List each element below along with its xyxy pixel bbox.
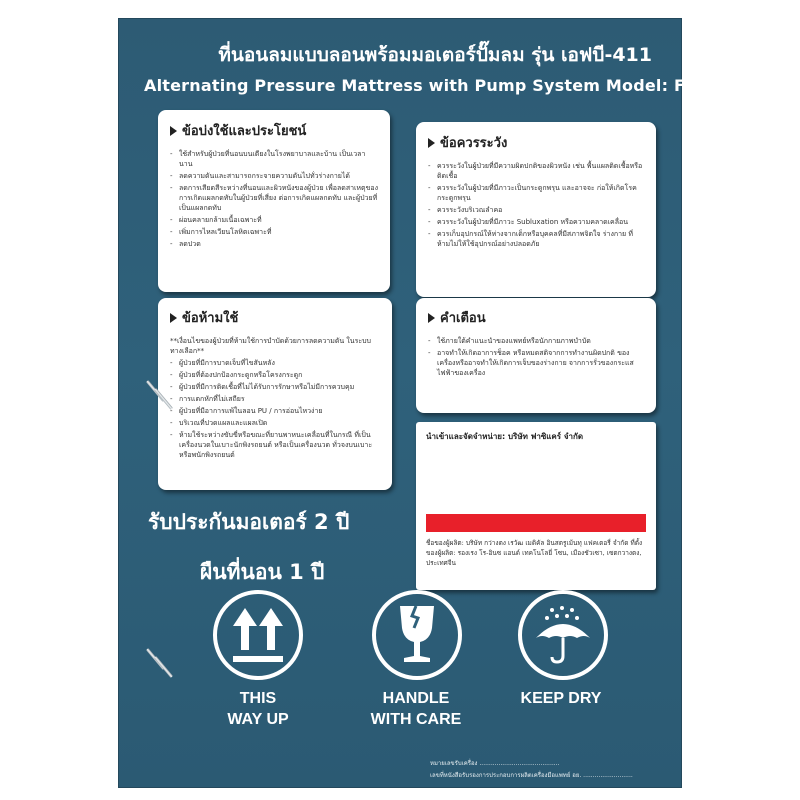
importer-card: [416, 422, 656, 590]
keep-dry-symbol: [518, 590, 608, 680]
triangle-bullet-icon: [428, 313, 435, 323]
warranty-mattress: ผืนที่นอน 1 ปี: [200, 560, 325, 584]
manufacturer-text: ชื่อของผู้ผลิต: บริษัท กว่างตง เรวัฒ เมดิคัล อินสตรูเม้นทุ แฟคเตอรี่ จำกัด ที่ตั้งของผู้ผลิต: รองเรง โร-อินซ แอนด์ เทคโนโลยี่ โซน, เมืองชัวเซา, เซตกวางตง, ประเทศจีน: [426, 539, 643, 567]
list-item: - ผ่อนคลายกล้ามเนื้อเฉพาะที่: [170, 215, 378, 225]
red-bar: [426, 514, 646, 532]
contraindication-card: [158, 298, 392, 490]
warranty-motor: รับประกันมอเตอร์ 2 ปี: [148, 510, 350, 534]
usage-list: [170, 149, 378, 249]
caution-card: [416, 122, 656, 297]
list-item: - ห้ามใช้ระหว่างขับขี่หรือขณะที่ยานพาหนะเคลื่อนที่ในกรณี ที่เป็นเครื่องนวดในเบาะนักพิงรถยนต์ หรือเป็นเครื่องนวด ทั่วจงบนเบาะหรือพนักพิงรถยนต์: [170, 430, 380, 460]
importer-label: นำเข้าและจัดจำหน่าย: บริษัท ฟาซิแคร์ จำกัด: [426, 432, 584, 441]
usage-heading: ข้อบ่งใช้และประโยชน์: [170, 120, 378, 141]
title-english: Alternating Pressure Mattress with Pump System Model: FB-411: [144, 76, 739, 95]
list-item: - ใช้ภายใต้คำแนะนำของแพทย์หรือนักกายภาพบำบัด: [428, 336, 644, 346]
fragile-glass-icon: [376, 594, 458, 676]
warning-list: [428, 336, 644, 378]
handle-with-care-symbol: [372, 590, 462, 680]
usage-card: [158, 110, 390, 292]
footer-license: เลขที่หนังสือรับรองการประกอบการผลิตเครื่องมือแพทย์ อย. ..........................: [430, 772, 633, 779]
triangle-bullet-icon: [170, 313, 177, 323]
keep-dry-label: KEEP DRY: [520, 690, 602, 707]
caution-heading: ข้อควรระวัง: [428, 132, 644, 153]
warning-card: [416, 298, 656, 413]
handle-with-care-label: HANDLE WITH CARE: [370, 690, 462, 728]
staple: [154, 656, 173, 678]
contraindication-heading: ข้อห้ามใช้: [170, 307, 380, 328]
list-item: - ผู้ป่วยที่มีอาการแพ้ในลอน PU / การอ่อนไหวง่าย: [170, 406, 380, 416]
list-item: - ลดปวด: [170, 239, 378, 249]
list-item: - ผู้ป่วยที่ต้องปกป้องกระดูกหรือโครงกระดูก: [170, 370, 380, 380]
umbrella-rain-icon: [522, 594, 604, 676]
caution-list: [428, 161, 644, 249]
list-item: - ควรระวังในผู้ป่วยที่มีภาวะเป็นกระดูกพรุน และอาจจะ ก่อให้เกิดโรคกระดูกพรุน: [428, 183, 644, 203]
warning-heading: คำเตือน: [428, 307, 644, 328]
contraindication-note: **เงื่อนไขของผู้ป่วยที่ห้ามใช้การบำบัดด้วยการลดความดัน ในระบบทางเลือก**: [170, 337, 371, 355]
list-item: - ควรระวังในผู้ป่วยที่มีความผิดปกติของผิวหนัง เช่น พื้นแผลติดเชื้อหรือติดเชื้อ: [428, 161, 644, 181]
list-item: - ควรระวังในผู้ป่วยที่มีภาวะ Subluxation หรือความคลาดเคลื่อน: [428, 217, 644, 227]
list-item: - ผู้ป่วยที่มีการติดเชื้อที่ไม่ได้รับการรักษาหรือไม่มีการควบคุม: [170, 382, 380, 392]
footer-serial: หมายเลขรับเครื่อง ..........................................: [430, 760, 560, 767]
list-item: - ลดความดันและสามารถกระจายความดันไปทั่วร่างกายได้: [170, 171, 378, 181]
triangle-bullet-icon: [170, 126, 177, 136]
list-item: - การแตกหักที่ไม่เสถียร: [170, 394, 380, 404]
list-item: - ควรระวังบริเวณลำคอ: [428, 205, 644, 215]
triangle-bullet-icon: [428, 138, 435, 148]
title-thai: ที่นอนลมแบบลอนพร้อมมอเตอร์ปั๊มลม รุ่น เอฟบี-411: [218, 44, 652, 66]
this-way-up-label: THIS WAY UP: [227, 690, 289, 728]
product-box: [118, 18, 739, 788]
contraindication-list: [170, 358, 380, 460]
this-way-up-arrows-icon: [217, 594, 299, 676]
list-item: - เพิ่มการไหลเวียนโลหิตเฉพาะที่: [170, 227, 378, 237]
list-item: - อาจทำให้เกิดอาการช็อค หรือหมดสติจากการทำงานผิดปกติ ของเครื่องหรืออาจทำให้เกิดการเจ็บของร่างกาย จากการรั่วของกระแสไฟฟ้าของเครื่อง: [428, 348, 644, 378]
list-item: - บริเวณที่ปวดแผลและแผลเปิด: [170, 418, 380, 428]
this-way-up-symbol: [213, 590, 303, 680]
list-item: - ใช้สำหรับผู้ป่วยที่นอนบนเตียงในโรงพยาบาลและบ้าน เป็นเวลานาน: [170, 149, 378, 169]
list-item: - ลดการเสียดสีระหว่างที่นอนและผิวหนังของผู้ป่วย เพื่อลดสาเหตุของการเกิดแผลกดทับในผู้ป่วยที่เสี่ยง ต่อการเกิดแผลกดทับ และผู้ป่วยที่เป็นแผลกดทับ: [170, 183, 378, 213]
list-item: - ผู้ป่วยที่มีการบาดเจ็บที่ไขสันหลัง: [170, 358, 380, 368]
list-item: - ควรเก็บอุปกรณ์ให้ห่างจากเด็กหรือบุคคลที่มีสภาพจิตใจ ร่างกาย ที่ห้ามไม่ให้ใช้อุปกรณ์อย่างปลอดภัย: [428, 229, 644, 249]
